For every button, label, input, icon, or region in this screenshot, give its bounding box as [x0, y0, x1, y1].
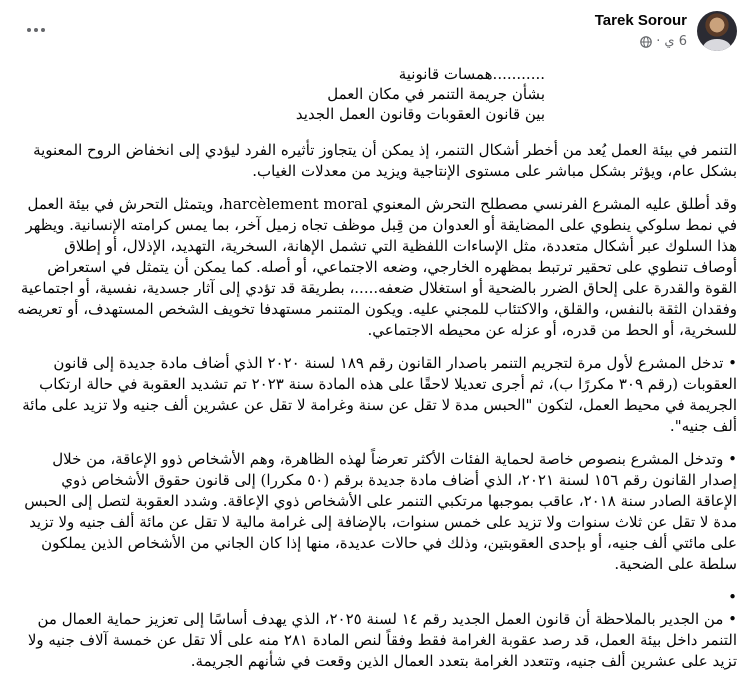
empty-bullet: •: [728, 588, 737, 606]
more-dot-icon: [27, 28, 31, 32]
author-name[interactable]: Tarek Sorour: [594, 12, 687, 29]
more-dot-icon: [41, 28, 45, 32]
post-header: [0, 0, 751, 66]
paragraph-intro: التنمر في بيئة العمل يُعد من أخطر أشكال التنمر، إذ يمكن أن يتجاوز تأثيره الفرد ليؤدي إلى انخفاض الروح المعنوية بشكل عام، ويؤثر بشكل مباشر على مستوى الإنتاجية ويزيد من معدلات الغياب.: [33, 141, 737, 180]
more-options-button[interactable]: [22, 20, 50, 40]
paragraph-labor-law: • من الجدير بالملاحظة أن قانون العمل الجديد رقم ١٤ لسنة ٢٠٢٥، الذي يهدف أساسًا إلى تعزيز حماية العمال من التنمر داخل بيئة العمل، قد رصد عقوبة الغرامة فقط وفقاً لنص المادة ٢٨١ منه على ألا تقل عن خمسة آلاف جنيه ولا تزيد على عشرين ألف جنيه، وتتعدد الغرامة بتعدد العمال الذين وقعت في شأنهم الجريمة.: [27, 610, 737, 670]
paragraph-definition: وقد أطلق عليه المشرع الفرنسي مصطلح التحرش المعنوي harcèlement moral، ويتمثل التحرش في بيئة العمل في نمط سلوكي ينطوي على المضايقة أو العدوان من قِبل موظف تجاه زميل آخر، بما يمس كرامته الإنسانية. ويظهر هذا السلوك عبر أشكال متعددة، مثل الإساءات اللفظية التي تشمل الإهانة، السخرية، التهديد، الإذلال، أو إطلاق أوصاف تنطوي على تحقير ترتبط بمظهره الخارجي، وضعه الاجتماعي، أو أصله. كما يمكن أن يتمثل في استعراض القوة والقدرة على إلحاق الضرر بالضحية أو استغلال ضعفه.....، بطريقة قد تؤدي إلى آثار جسدية، نفسية، أو اجتماعية وفقدان الثقة بالنفس، والقلق، والاكتئاب للمجني عليه. ويكون المتنمر مستهدفا تخويف الشخص المستهدف، أو تعريضه للسخرية، أو الحط من قدره، أو عزله عن محيطه الاجتماعي.: [17, 195, 737, 339]
post-title-block: [17, 64, 737, 124]
title-line-3: بين قانون العقوبات وقانون العمل الجديد: [295, 105, 545, 123]
paragraph-disability-law: • وتدخل المشرع بنصوص خاصة لحماية الفئات الأكثر تعرضاً لهذه الظاهرة، وهم الأشخاص ذوو الإعاقة، من خلال إصدار القانون رقم ١٥٦ لسنة ٢٠٢١، الذي أضاف مادة جديدة برقم (٥٠ مكررا) إلى قانون حقوق الأشخاص ذوي الإعاقة الصادر سنة ٢٠١٨، عاقب بموجبها مرتكبي التنمر على الأشخاص ذوي الإعاقة. وشدد العقوبة لتصل إلى الحبس مدة لا تقل عن ثلاث سنوات ولا تزيد على خمس سنوات، بالإضافة إلى غرامة مالية لا تقل عن مائة ألف جنيه ولا تزيد على مائتي ألف جنيه، أو بإحدى العقوبتين، وذلك في حالات عديدة، منها إذا كان الجاني من الأشخاص الذين يملكون سلطة على الضحية.: [24, 450, 737, 573]
avatar-shirt: [703, 39, 731, 51]
paragraph-penal-code: • تدخل المشرع لأول مرة لتجريم التنمر باصدار القانون رقم ١٨٩ لسنة ٢٠٢٠ الذي أضاف مادة جديدة إلى قانون العقوبات (رقم ٣٠٩ مكررًا ب)، ثم أجرى تعديلا لاحقًا على هذه المادة سنة ٢٠٢٣ تم تشديد العقوبة في حالة ارتكاب الجريمة في محيط العمل، لتكون "الحبس مدة لا تقل عن سنة وغرامة لا تقل عن عشرين ألف جنيه ولا تزيد على مائة ألف جنيه".: [22, 354, 737, 435]
post-time[interactable]: 6 ي: [664, 34, 687, 49]
title-line-2: بشأن جريمة التنمر في مكان العمل: [327, 85, 545, 103]
globe-icon: [640, 36, 652, 48]
post-meta: [640, 34, 687, 49]
meta-separator: ·: [656, 34, 661, 49]
post-content: [17, 64, 737, 684]
more-dot-icon: [34, 28, 38, 32]
author-avatar[interactable]: [697, 11, 737, 51]
title-line-1: ...........همسات قانونية: [398, 65, 545, 83]
